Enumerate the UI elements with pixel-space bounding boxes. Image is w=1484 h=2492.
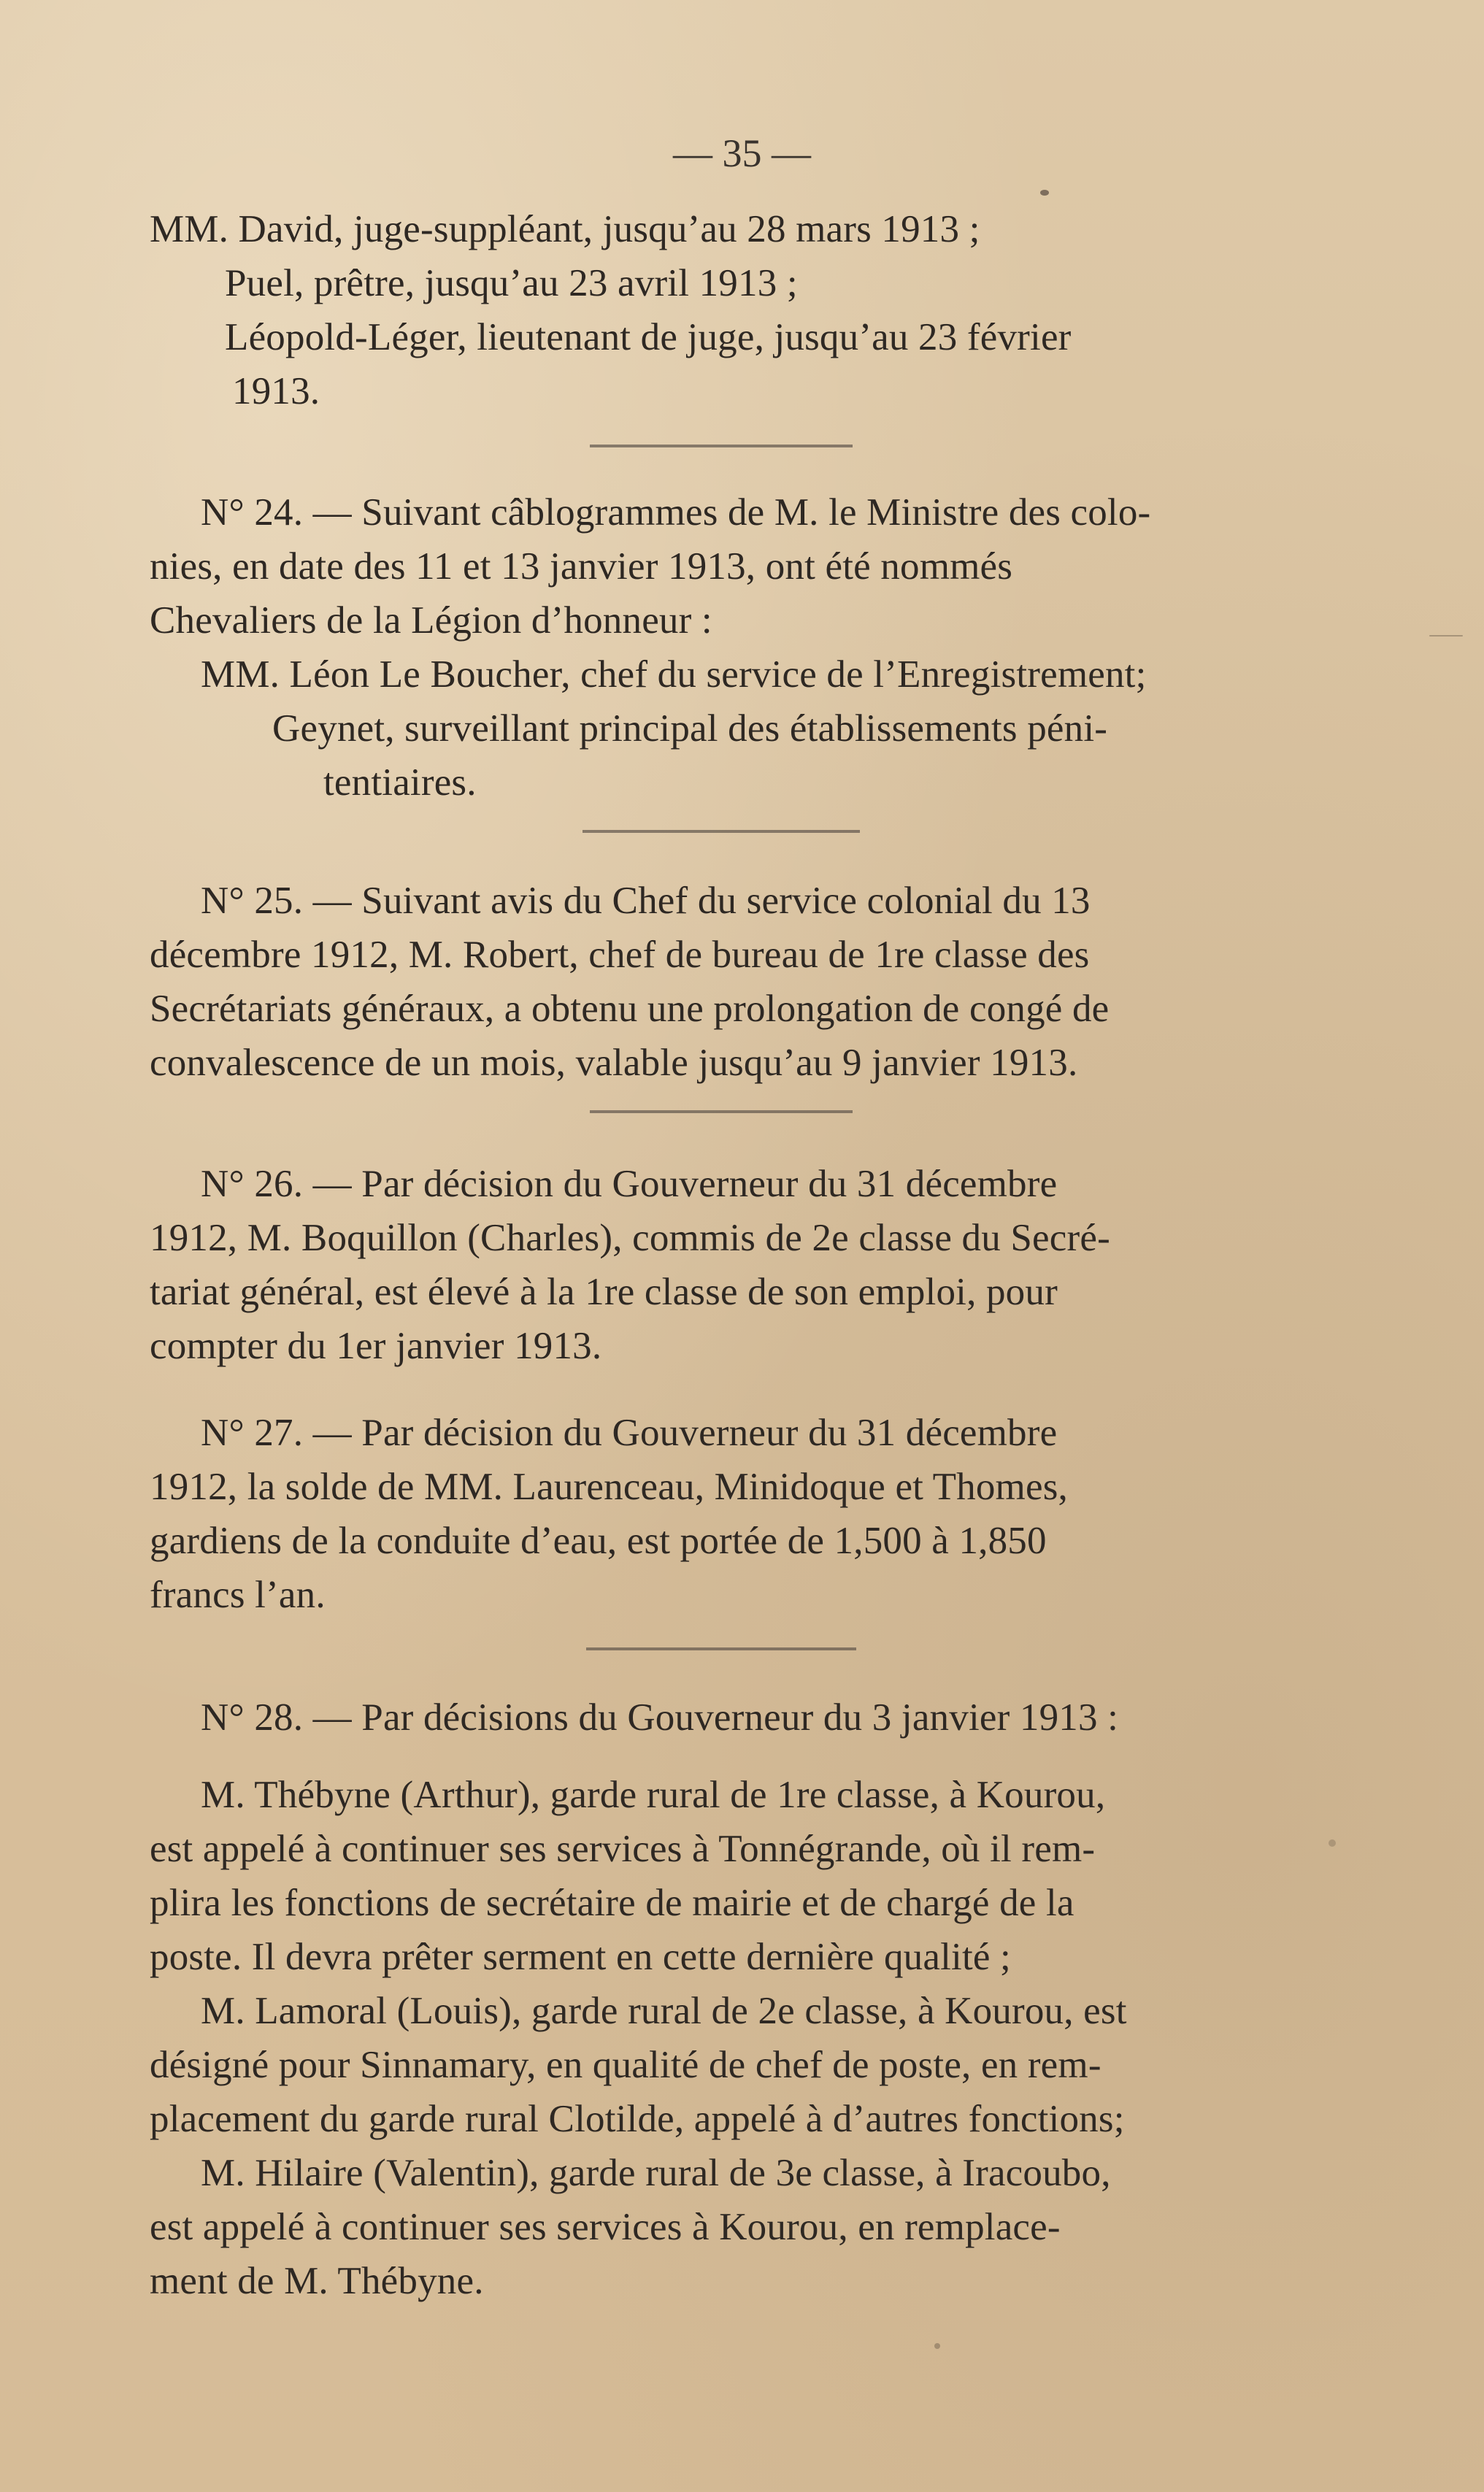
text-line: Léopold-Léger, lieutenant de juge, jusqu’au 23 février	[225, 316, 1072, 358]
text-line: est appelé à continuer ses services à Tonnégrande, où il rem-	[150, 1828, 1096, 1870]
section-divider	[590, 445, 853, 447]
text-line: tariat général, est élevé à la 1re classe de son emploi, pour	[150, 1271, 1058, 1313]
text-line: ment de M. Thébyne.	[150, 2260, 484, 2302]
text-line: tentiaires.	[323, 761, 477, 804]
entry-26	[150, 1157, 1292, 1373]
text-line: Chevaliers de la Légion d’honneur :	[150, 599, 712, 642]
entry-27	[150, 1406, 1292, 1622]
text-line: francs l’an.	[150, 1574, 326, 1616]
text-line: désigné pour Sinnamary, en qualité de chef de poste, en rem-	[150, 2044, 1102, 2086]
text-line: M. Thébyne (Arthur), garde rural de 1re classe, à Kourou,	[201, 1774, 1106, 1816]
text-line: 1912, la solde de MM. Laurenceau, Minidoque et Thomes,	[150, 1466, 1068, 1508]
text-line: Puel, prêtre, jusqu’au 23 avril 1913 ;	[225, 262, 798, 304]
edge-mark-icon	[1429, 635, 1463, 637]
section-divider	[590, 1110, 853, 1113]
text-line: convalescence de un mois, valable jusqu’au 9 janvier 1913.	[150, 1042, 1078, 1084]
section-divider	[586, 1647, 856, 1650]
ink-mark-icon	[1040, 190, 1049, 196]
page-number: — 35 —	[673, 131, 811, 175]
text-line: MM. David, juge-suppléant, jusqu’au 28 mars 1913 ;	[150, 208, 980, 250]
document-body	[150, 135, 1292, 2308]
text-line: nies, en date des 11 et 13 janvier 1913, ont été nommés	[150, 545, 1013, 588]
text-line: N° 25. — Suivant avis du Chef du service colonial du 13	[201, 880, 1091, 922]
paper-speck-icon	[934, 2343, 940, 2349]
text-line: M. Hilaire (Valentin), garde rural de 3e classe, à Iracoubo,	[201, 2152, 1111, 2194]
text-line: Secrétariats généraux, a obtenu une prolongation de congé de	[150, 988, 1110, 1030]
text-line: Geynet, surveillant principal des établissements péni-	[272, 707, 1108, 750]
text-line: est appelé à continuer ses services à Kourou, en remplace-	[150, 2206, 1061, 2248]
text-line: M. Lamoral (Louis), garde rural de 2e classe, à Kourou, est	[201, 1990, 1127, 2032]
section-divider	[583, 830, 860, 833]
text-line: 1913.	[232, 370, 320, 412]
text-line: gardiens de la conduite d’eau, est portée de 1,500 à 1,850	[150, 1520, 1047, 1562]
text-line: MM. Léon Le Boucher, chef du service de l’Enregistrement;	[201, 653, 1147, 696]
text-line: placement du garde rural Clotilde, appelé à d’autres fonctions;	[150, 2098, 1125, 2140]
entry-24	[150, 485, 1292, 809]
entry-28	[150, 1691, 1292, 2308]
text-line: décembre 1912, M. Robert, chef de bureau de 1re classe des	[150, 934, 1090, 976]
text-line: compter du 1er janvier 1913.	[150, 1325, 602, 1367]
text-line: poste. Il devra prêter serment en cette dernière qualité ;	[150, 1936, 1011, 1978]
text-line: N° 24. — Suivant câblogrammes de M. le Ministre des colo-	[201, 491, 1151, 534]
text-line: plira les fonctions de secrétaire de mairie et de chargé de la	[150, 1882, 1074, 1924]
entry-appointments	[150, 202, 1292, 418]
text-line: N° 28. — Par décisions du Gouverneur du 3 janvier 1913 :	[201, 1696, 1119, 1739]
entry-25	[150, 874, 1292, 1090]
text-line: N° 26. — Par décision du Gouverneur du 31 décembre	[201, 1163, 1058, 1205]
text-line: N° 27. — Par décision du Gouverneur du 31 décembre	[201, 1412, 1058, 1454]
paper-speck-icon	[1329, 1839, 1336, 1847]
text-line: 1912, M. Boquillon (Charles), commis de 2e classe du Secré-	[150, 1217, 1110, 1259]
